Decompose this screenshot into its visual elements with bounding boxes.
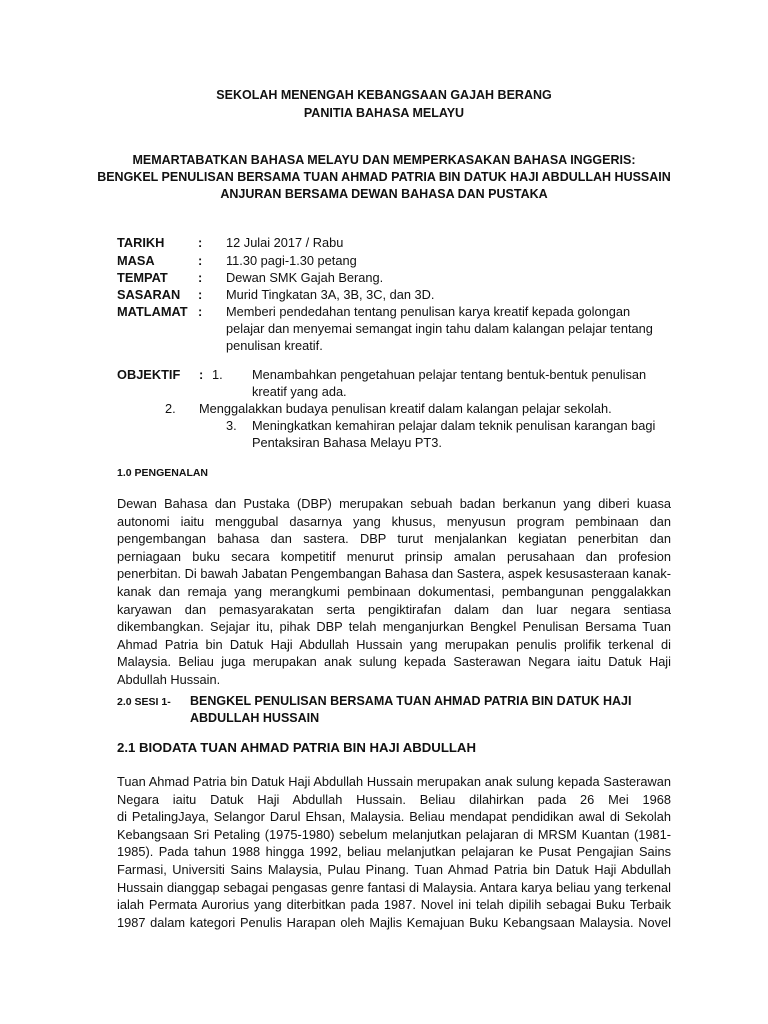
school-name: SEKOLAH MENENGAH KEBANGSAAN GAJAH BERANG [216,88,552,102]
title-line-3: ANJURAN BERSAMA DEWAN BAHASA DAN PUSTAKA [220,187,548,201]
panel-name: PANITIA BAHASA MELAYU [303,106,465,120]
paragraph-line: dikembangkan. Sejajar itu, pihak DBP telah menganjurkan Bengkel Penulisan Bersama Tuan [117,619,671,635]
objektif-label: OBJEKTIF [117,367,181,382]
detail-value: Murid Tingkatan 3A, 3B, 3C, dan 3D. [226,287,435,302]
section-21-heading: 2.1 BIODATA TUAN AHMAD PATRIA BIN HAJI ABDULLAH [117,740,476,755]
section-1-heading: 1.0 PENGENALAN [117,467,209,479]
paragraph-line: Abdullah Hussain. [117,671,221,687]
paragraph-line: Malaysia. Beliau juga merupakan anak sulung kepada Sasterawan Negara iaitu Datuk Haji [117,654,671,670]
objektif-text-1a: Menambahkan pengetahuan pelajar tentang bentuk-bentuk penulisan [252,367,647,382]
detail-label: TARIKH [117,235,165,250]
detail-colon: : [198,270,203,285]
paragraph-line: Ahmad Patria bin Datuk Haji Abdullah Hussain yang merupakan penulis prolifik terkenal di [117,636,671,652]
section-2-prefix: 2.0 SESI 1- [117,696,171,708]
detail-value: 12 Julai 2017 / Rabu [226,235,344,250]
objektif-text-3b: Pentaksiran Bahasa Melayu PT3. [252,435,442,450]
detail-label: MATLAMAT [117,304,188,319]
paragraph-line: Dewan Bahasa dan Pustaka (DBP) merupakan sebuah badan berkanun yang diberi kuasa [117,496,671,511]
paragraph-line: Negara iaitu Datuk Haji Abdullah Hussain. Beliau dilahirkan pada 26 Mei 1968 [117,791,671,807]
objektif-num-3: 3. [226,418,237,433]
paragraph-line: Tuan Ahmad Patria bin Datuk Haji Abdullah Hussain merupakan anak sulung kepada Sasterawan [117,774,671,789]
objektif-text-1b: kreatif yang ada. [252,384,347,399]
detail-label: SASARAN [117,287,181,302]
paragraph-line: di PetalingJaya, Selangor Darul Ehsan, Malaysia. Beliau mendapat pendidikan awal di Sekolah [117,809,671,825]
detail-value: Dewan SMK Gajah Berang. [226,270,384,285]
objektif-text-2: Menggalakkan budaya penulisan kreatif dalam kalangan pelajar sekolah. [199,401,612,416]
section-2-title-2: ABDULLAH HUSSAIN [190,711,320,725]
paragraph-line: Hussain dianggap sebagai pengasas genre fantasi di Malaysia. Antara karya beliau yang terkenal [117,879,671,895]
paragraph-line: penerbitan. Di bawah Jabatan Pengembangan Bahasa dan Sastera, aspek kesusasteraan kanak- [117,566,671,582]
detail-value-line: Memberi pendedahan tentang penulisan karya kreatif kepada golongan [226,304,631,319]
detail-label: MASA [117,253,155,268]
detail-value-line: pelajar dan menyemai semangat ingin tahu dalam kalangan pelajar tentang [226,321,653,336]
paragraph-line: autonomi iaitu menggubal dasarnya yang khusus, menyusun program pembinaan dan [117,513,671,529]
paragraph-line: Farmasi, Universiti Sains Malaysia, Pulau Pinang. Tuan Ahmad Patria bin Datuk Haji Abdullah [117,861,671,877]
paragraph-line: ialah Permata Aurorius yang diterbitkan pada 1987. Novel ini telah dipilih sebagai Buku Terbaik [117,897,671,913]
paragraph-line: karyawan dan pemasyarakatan serta pengiktirafan dalam dan luar negara sentiasa [117,601,671,617]
detail-colon: : [198,235,203,250]
paragraph-line: pengembangan bahasa dan sastera. DBP turut menjalankan kegiatan penerbitan dan [117,531,671,547]
objektif-colon: : [199,367,204,382]
paragraph-line: perniagaan buku secara kompetitif menurut prinsip amalan perusahaan dan profesion [117,548,671,564]
detail-colon: : [198,304,203,319]
objektif-num-2: 2. [165,401,176,416]
detail-value-line: penulisan kreatif. [226,338,323,353]
objektif-num-1: 1. [212,367,223,382]
title-line-2: BENGKEL PENULISAN BERSAMA TUAN AHMAD PATRIA BIN DATUK HAJI ABDULLAH HUSSAIN [97,170,671,184]
objektif-text-3a: Meningkatkan kemahiran pelajar dalam teknik penulisan karangan bagi [252,418,656,433]
detail-colon: : [198,253,203,268]
paragraph-line: Kebangsaan Sri Petaling (1975-1980) sebelum melanjutkan pelajaran di MRSM Kuantan (1981- [117,826,671,842]
paragraph-line: 1985). Pada tahun 1988 hingga 1992, beliau melanjutkan pelajaran ke Pusat Pengajian Sains [117,844,671,860]
section-2-title: BENGKEL PENULISAN BERSAMA TUAN AHMAD PATRIA BIN DATUK HAJI [190,694,632,708]
detail-value: 11.30 pagi-1.30 petang [226,253,357,268]
section-21-paragraph [117,773,671,931]
title-line-1: MEMARTABATKAN BAHASA MELAYU DAN MEMPERKASAKAN BAHASA INGGERIS: [132,153,636,167]
paragraph-line: kanak dan remaja yang merangkumi pembinaan dokumentasi, pembangunan penggalakkan [117,583,671,599]
paragraph-line: 1987 dalam kategori Penulis Harapan oleh Majlis Kemajuan Buku Kebangsaan Malaysia. Novel [117,914,671,930]
detail-colon: : [198,287,203,302]
detail-label: TEMPAT [117,270,168,285]
section-1-paragraph [117,495,671,689]
